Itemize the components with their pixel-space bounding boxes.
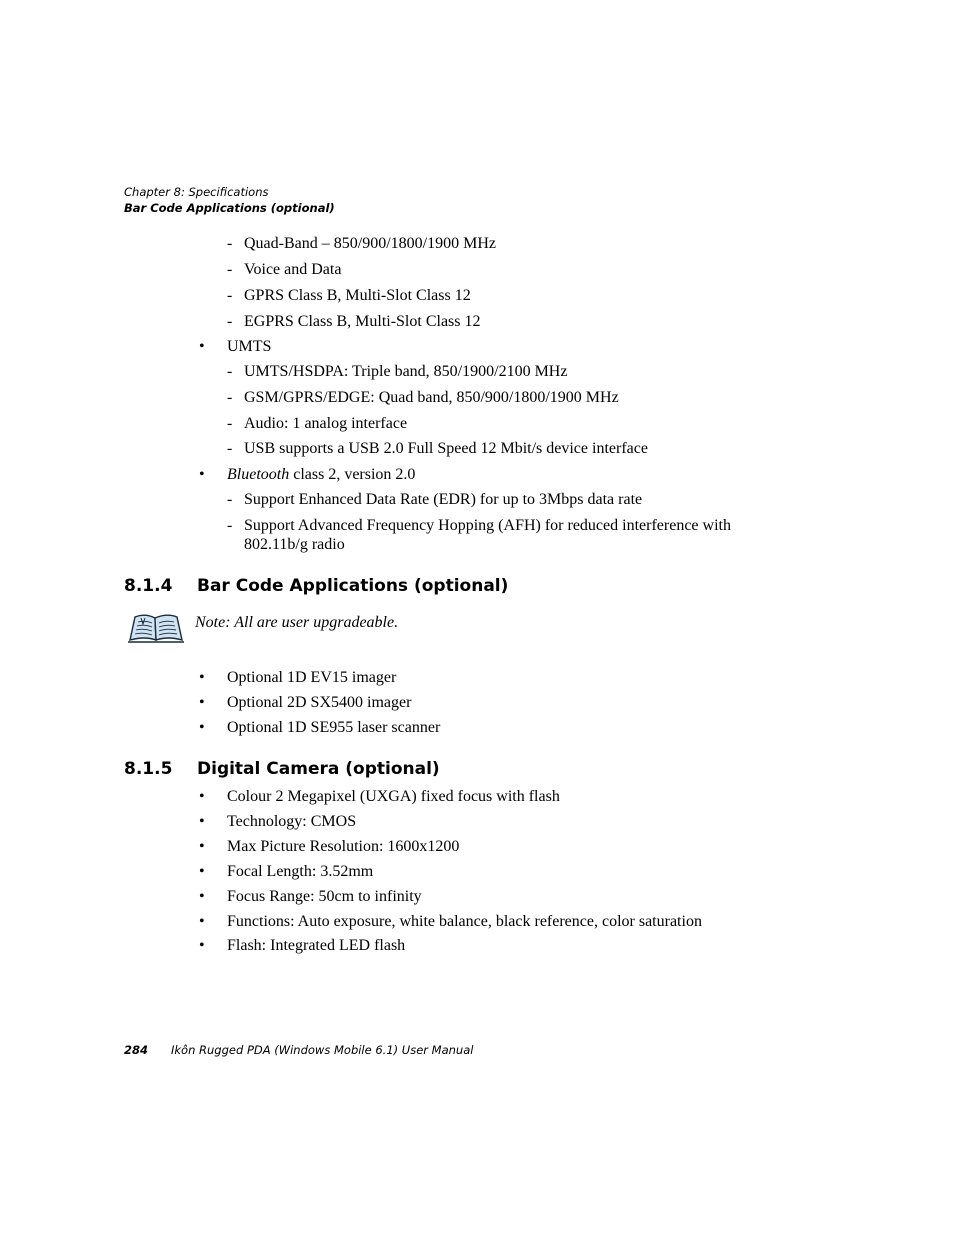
dash-marker: - (227, 261, 233, 278)
bullet-marker: • (199, 719, 205, 736)
bullet-marker: • (199, 813, 205, 830)
list-item: Max Picture Resolution: 1600x1200 (227, 838, 460, 855)
list-item: GPRS Class B, Multi-Slot Class 12 (244, 287, 471, 304)
list-item-bluetooth (227, 465, 415, 485)
bullet-marker: • (199, 466, 205, 483)
dash-marker: - (227, 287, 233, 304)
section-title-815: Digital Camera (optional) (197, 759, 440, 779)
list-item: EGPRS Class B, Multi-Slot Class 12 (244, 313, 481, 330)
list-item: Focal Length: 3.52mm (227, 863, 374, 880)
list-item-continuation: 802.11b/g radio (244, 536, 345, 553)
section-number-815: 8.1.5 (124, 759, 173, 779)
bullet-marker: • (199, 669, 205, 686)
bluetooth-rest: class 2, version 2.0 (289, 466, 416, 483)
page-number: 284 (124, 1043, 149, 1057)
list-item: Functions: Auto exposure, white balance, black reference, color saturation (227, 913, 702, 930)
list-item: Support Advanced Frequency Hopping (AFH) for reduced interference with (244, 517, 731, 534)
dash-marker: - (227, 440, 233, 457)
header-chapter: Chapter 8: Specifications (124, 185, 269, 199)
list-item: USB supports a USB 2.0 Full Speed 12 Mbit/s device interface (244, 440, 648, 457)
list-item: UMTS/HSDPA: Triple band, 850/1900/2100 MHz (244, 363, 568, 380)
list-item: Support Enhanced Data Rate (EDR) for up to 3Mbps data rate (244, 491, 643, 508)
bullet-marker: • (199, 694, 205, 711)
list-item: Focus Range: 50cm to infinity (227, 888, 422, 905)
dash-marker: - (227, 517, 233, 534)
dash-marker: - (227, 389, 233, 406)
bullet-marker: • (199, 338, 205, 355)
header-section: Bar Code Applications (optional) (124, 201, 335, 215)
bullet-marker: • (199, 863, 205, 880)
open-book-icon (127, 610, 185, 644)
section-title-814: Bar Code Applications (optional) (197, 576, 509, 596)
bullet-marker: • (199, 913, 205, 930)
dash-marker: - (227, 491, 233, 508)
dash-marker: - (227, 363, 233, 380)
note-text: Note: All are user upgradeable. (195, 614, 399, 631)
list-item: Audio: 1 analog interface (244, 415, 408, 432)
bullet-marker: • (199, 788, 205, 805)
list-item: Colour 2 Megapixel (UXGA) fixed focus with flash (227, 788, 560, 805)
list-item: Technology: CMOS (227, 813, 357, 830)
bullet-marker: • (199, 937, 205, 954)
dash-marker: - (227, 313, 233, 330)
bluetooth-italic: Bluetooth (227, 466, 290, 483)
list-item: Flash: Integrated LED flash (227, 937, 406, 954)
dash-marker: - (227, 235, 233, 252)
footer-manual-title: Ikôn Rugged PDA (Windows Mobile 6.1) User Manual (171, 1043, 474, 1057)
list-item: Quad-Band – 850/900/1800/1900 MHz (244, 235, 496, 252)
list-item: Optional 1D SE955 laser scanner (227, 719, 441, 736)
list-item: Optional 1D EV15 imager (227, 669, 397, 686)
bullet-marker: • (199, 838, 205, 855)
list-item: Optional 2D SX5400 imager (227, 694, 412, 711)
bullet-marker: • (199, 888, 205, 905)
section-number-814: 8.1.4 (124, 576, 173, 596)
list-item-umts: UMTS (227, 338, 272, 355)
dash-marker: - (227, 415, 233, 432)
list-item: Voice and Data (244, 261, 342, 278)
list-item: GSM/GPRS/EDGE: Quad band, 850/900/1800/1900 MHz (244, 389, 619, 406)
